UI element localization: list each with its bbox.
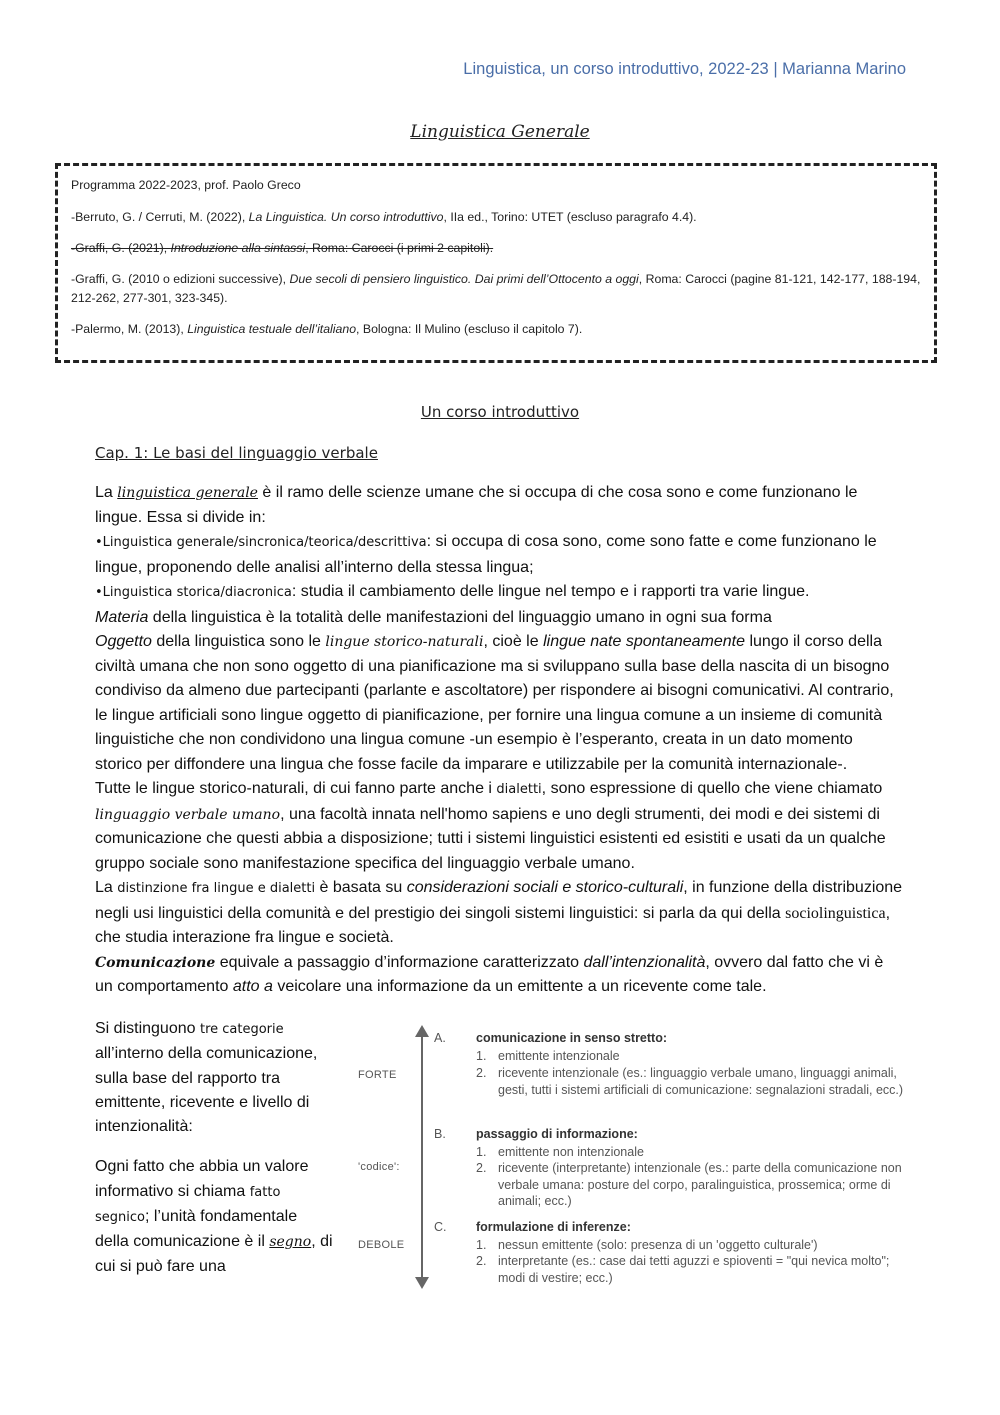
item-text: interpretante (es.: case dai tetti aguzzi e spioventi = "qui nevica molto"; modi di vestire; ecc.) [498,1254,890,1285]
item-number: 2. [476,1066,487,1080]
category-b-letter: B. [434,1127,446,1141]
text: : studia il cambiamento delle lingue nel tempo e i rapporti tra varie lingue. [291,583,810,600]
paragraph-oggetto [95,630,903,777]
item-number: 2. [476,1254,487,1268]
term: tre categorie [199,1022,284,1037]
category-a-letter: A. [434,1031,446,1045]
ref-title: Introduzione alla sintassi [170,241,306,256]
program-intro: Programma 2022-2023, prof. Paolo Greco [71,178,301,192]
left-column [95,1017,335,1279]
paragraph-distinzione [95,876,903,951]
reference-graffi-2010 [71,270,922,308]
term: Oggetto [95,633,152,650]
term: linguaggio verbale umano [95,806,281,823]
chapter-title: Cap. 1: Le basi del linguaggio verbale [95,444,378,462]
category-c-item-1 [476,1237,906,1254]
bullet-sincronica [95,530,903,580]
ref-title: La Linguistica. Un corso introduttivo [248,210,444,225]
emphasis: atto a [232,978,273,995]
ref-title: Due secoli di pensiero linguistico. Dai primi dell’Ottocento a oggi [289,272,639,287]
item-text: emittente intenzionale [498,1049,620,1063]
paragraph-comunicazione [95,951,903,1000]
bullet-diacronica [95,580,903,606]
arrow-down-icon [415,1277,429,1289]
item-number: 2. [476,1161,487,1175]
text: , cioè le [483,633,544,650]
label-code: 'codice': [358,1161,400,1173]
ref-text: , Roma: Carocci (i primi 2 capitoli). [305,241,494,256]
category-b-item-2 [476,1160,906,1210]
ref-text: -Berruto, G. / Cerruti, M. (2022), [71,210,249,225]
label-strong: FORTE [358,1069,397,1081]
text: , una facoltà innata nell'homo sapiens e uno degli strumenti, dei modi e dei sistemi di comunicazione che questi abbia a disposizione; tutti i sistemi linguistici esistenti ed esistiti e usati da un qualche gruppo sociale sono manifestazione specifica del linguaggio verbale umano. [95,805,886,872]
emphasis: considerazioni sociali e storico-culturali [406,879,684,896]
category-c-letter: C. [434,1220,447,1234]
text: della linguistica sono le [151,633,326,650]
page-title: Linguistica Generale [410,122,590,142]
item-text: nessun emittente (solo: presenza di un 'oggetto culturale') [498,1238,818,1252]
category-c-item-2 [476,1253,906,1286]
text: è basata su [315,879,407,896]
text: ; l’unità fondamentale della comunicazione è il [95,1208,298,1251]
term: fatto segnico [95,1184,281,1226]
emphasis: dall’intenzionalità [583,953,706,971]
term: Materia [95,608,149,626]
ref-text: -Graffi, G. (2010 o edizioni successive), [71,272,290,287]
category-c-head: formulazione di inferenze: [476,1220,631,1234]
emphasis: lingue nate spontaneamente [543,633,746,650]
paragraph-materia [95,606,903,631]
term: segno [269,1234,312,1251]
reference-berruto [71,208,922,227]
text: , ovvero dal fatto che vi è un comportamento [95,953,884,995]
communication-diagram [352,1025,912,1300]
item-text: ricevente intenzionale (es.: linguaggio verbale umano, linguaggi animali, gesti, tutti i sistemi artificiali di comunicazione: segnalazioni stradali, ecc.) [498,1066,904,1097]
ref-text: -Palermo, M. (2013), [71,322,188,337]
bullet-label: •Linguistica storica/diacronica [95,585,292,600]
item-number: 1. [476,1049,487,1063]
text: , in funzione della distribuzione negli usi linguistici della comunità e del prestigio dei singoli sistemi linguistici: si parla da qui della [95,879,903,922]
term: lingue storico-naturali [325,634,484,650]
text: all’interno della comunicazione, sulla base del rapporto tra emittente, ricevente e livello di intenzionalità: [95,1045,318,1136]
text: lungo il corso della civiltà umana che non sono oggetto di una pianificazione ma si sviluppano sulla base della nascita di un bisogno condiviso da almeno due partecipanti (parlante e ascoltatore) per rispondere ai bisogni comunicativi. Al contrario, le lingue artificiali sono lingue oggetto di pianificazione, per fornire una lingua comune a un insieme di comunità linguistiche che non condividono una lingua comune -un esempio è l’esperanto, creata in un dato momento storico per diffondere una lingua che fosse facile da imparare e utilizzabile per la comunità internazionale-. [95,633,894,773]
ref-text: -Graffi, G. (2021), [71,241,171,256]
ref-text: , Roma: Carocci (pagine 81-121, 142-177, 188-194, 212-262, 277-301, 323-345). [71,272,921,306]
text: , sono espressione di quello che viene chiamato [541,780,883,797]
text: Tutte le lingue storico-naturali, di cui fanno parte anche i [95,780,497,797]
paragraph-intro [95,481,903,530]
category-b-item-1 [476,1144,906,1161]
item-text: ricevente (interpretante) intenzionale (es.: parte della comunicazione non verbale umana: posture del corpo, paralinguistica, prossemica; orme di animali; ecc.) [498,1161,902,1208]
term: distinzione fra lingue e dialetti [117,881,316,896]
ref-title: Linguistica testuale dell’italiano [187,322,357,337]
text: , che studia interazione fra lingue e società. [95,904,891,946]
label-weak: DEBOLE [358,1239,405,1251]
paragraph-dialetti [95,777,903,876]
term: Comunicazione [95,954,216,971]
term: linguistica generale [117,485,258,501]
category-a-head: comunicazione in senso stretto: [476,1031,668,1045]
page-header: Linguistica, un corso introduttivo, 2022-23 | Marianna Marino [463,60,906,78]
bullet-label: •Linguistica generale/sincronica/teorica/descrittiva [95,535,427,550]
ref-text: , Bologna: Il Mulino (escluso il capitolo 7). [356,322,583,337]
text: è il ramo delle scienze umane che si occupa di che cosa sono e come funzionano le lingue. Essa si divide in: [95,484,858,526]
reference-palermo [71,320,922,339]
section-title: Un corso introduttivo [420,403,580,421]
reference-graffi-2021 [71,239,922,258]
text: La [95,484,118,501]
term: sociolinguistica [785,904,886,922]
text: Si distinguono [95,1020,200,1037]
item-text: emittente non intenzionale [498,1145,644,1159]
text: : si occupa di cosa sono, come sono fatte e come funzionano le lingue, proponendo delle analisi all’interno della stessa lingua; [95,533,877,576]
item-number: 1. [476,1145,487,1159]
category-a-item-1 [476,1048,906,1065]
text: della linguistica è la totalità delle manifestazioni del linguaggio umano in ogni sua forma [148,608,772,626]
main-text [95,481,903,1000]
category-a-item-2 [476,1065,906,1098]
paragraph-categorie [95,1017,335,1139]
text: La [95,879,118,896]
text: veicolare una informazione da un emittente a un ricevente come tale. [272,978,767,995]
category-b-head: passaggio di informazione: [476,1127,638,1141]
paragraph-segno [95,1155,335,1278]
text: equivale a passaggio d’informazione caratterizzato [215,953,584,971]
text: Ogni fatto che abbia un valore informativo si chiama [95,1158,309,1200]
item-number: 1. [476,1238,487,1252]
term: dialetti [496,782,542,797]
intentionality-axis [421,1031,423,1287]
ref-text: , IIa ed., Torino: UTET (escluso paragrafo 4.4). [443,210,697,225]
program-box [55,163,937,363]
text: , di cui si può fare una [95,1233,333,1275]
